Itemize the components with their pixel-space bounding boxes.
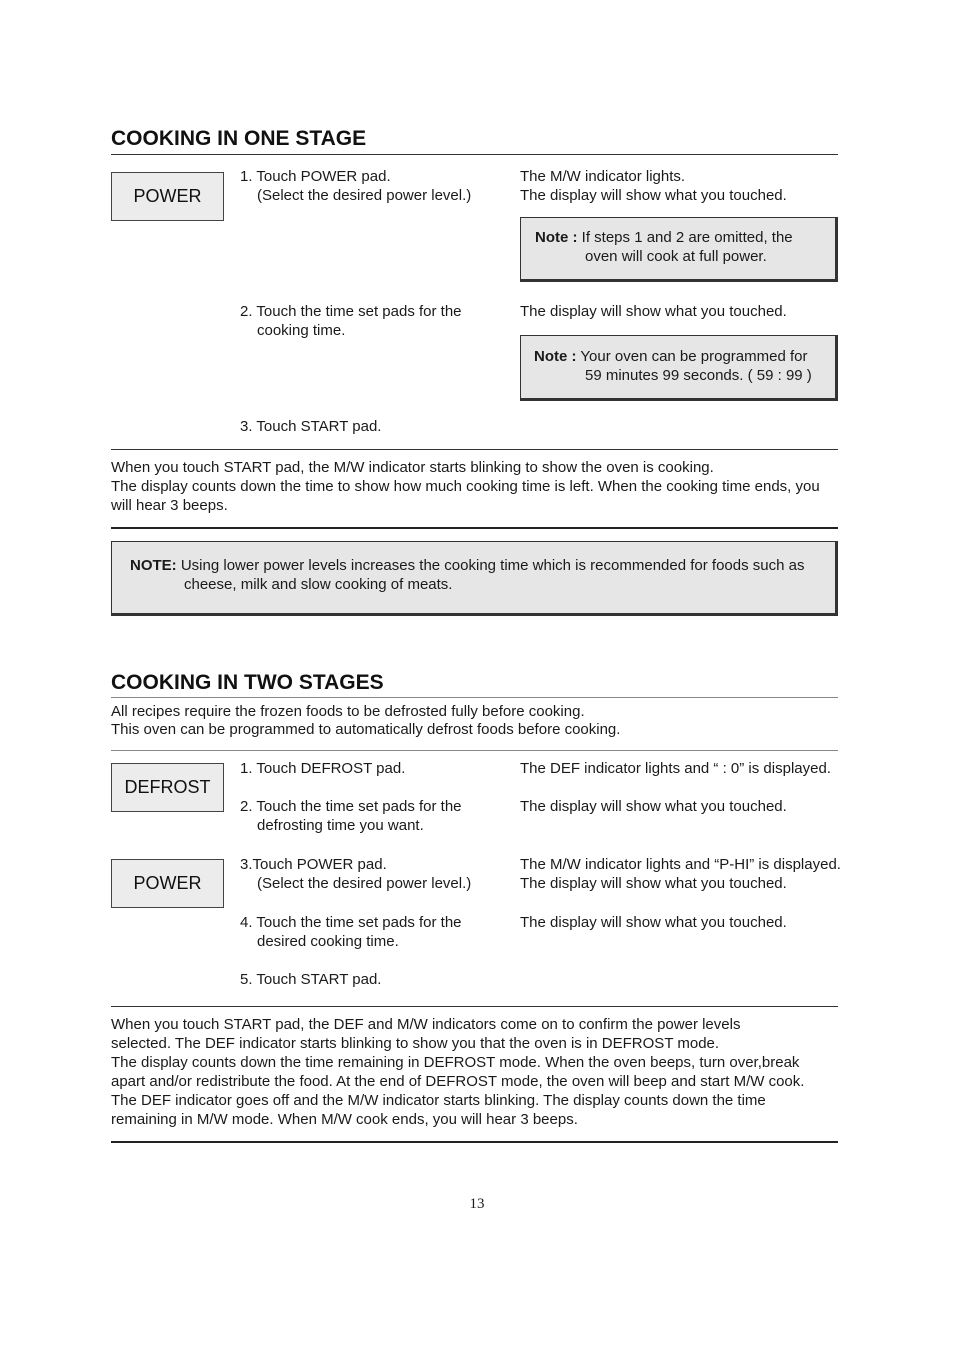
note-box-full-power: [520, 217, 838, 282]
result-2: The display will show what you touched.: [520, 798, 787, 815]
title-rule: [111, 697, 838, 698]
paragraph-text: When you touch START pad, the DEF and M/W indicators come on to confirm the power levels: [111, 1016, 741, 1033]
step-1: 1. Touch DEFROST pad.: [240, 760, 406, 777]
step-2: [240, 797, 510, 835]
section-title-one-stage: COOKING IN ONE STAGE: [111, 127, 367, 150]
pad-label: DEFROST: [124, 777, 211, 797]
note-text: 59 minutes 99 seconds. ( 59 : 99 ): [585, 367, 812, 384]
paragraph-text: The display counts down the time to show how much cooking time is left. When the cooking time ends, you: [111, 478, 820, 495]
result-2: The display will show what you touched.: [520, 303, 787, 320]
step-text: 1. Touch POWER pad.: [240, 168, 391, 185]
paragraph-text: selected. The DEF indicator starts blinking to show you that the oven is in DEFROST mode.: [111, 1035, 720, 1052]
intro-text: All recipes require the frozen foods to be defrosted fully before cooking.: [111, 703, 585, 720]
paragraph-text: The DEF indicator goes off and the M/W indicator starts blinking. The display counts down the time: [111, 1092, 766, 1109]
intro-two-stages: [111, 703, 838, 739]
note-text: If steps 1 and 2 are omitted, the: [581, 229, 793, 246]
result-3: [520, 855, 850, 893]
paragraph-text: will hear 3 beeps.: [111, 497, 228, 514]
divider-thick: [111, 527, 838, 529]
note-label: Note :: [535, 229, 578, 246]
result-1: The DEF indicator lights and “ : 0” is displayed.: [520, 760, 831, 777]
step-text: (Select the desired power level.): [257, 187, 472, 204]
result-text: The M/W indicator lights.: [520, 168, 686, 185]
result-4: The display will show what you touched.: [520, 914, 787, 931]
step-text: 3.Touch POWER pad.: [240, 856, 387, 873]
pad-label: POWER: [133, 873, 202, 893]
paragraph-text: When you touch START pad, the M/W indicator starts blinking to show the oven is cooking.: [111, 459, 714, 476]
result-1: [520, 167, 840, 205]
power-pad-icon: [111, 859, 224, 908]
step-1: [240, 167, 510, 205]
paragraph-text: remaining in M/W mode. When M/W cook ends, you will hear 3 beeps.: [111, 1111, 578, 1128]
step-text: cooking time.: [257, 322, 346, 339]
step-text: (Select the desired power level.): [257, 875, 472, 892]
power-pad-icon: [111, 172, 224, 221]
intro-text: This oven can be programmed to automatically defrost foods before cooking.: [111, 721, 621, 738]
pad-label: POWER: [133, 186, 202, 206]
note-box-max-time: [520, 335, 838, 401]
note-text: oven will cook at full power.: [585, 248, 767, 265]
note-box-lower-power: [111, 541, 838, 616]
note-text: cheese, milk and slow cooking of meats.: [184, 576, 453, 593]
step-3: 3. Touch START pad.: [240, 418, 382, 435]
result-text: The M/W indicator lights and “P-HI” is displayed.: [520, 856, 841, 873]
paragraph-text: The display counts down the time remaining in DEFROST mode. When the oven beeps, turn over,break: [111, 1054, 800, 1071]
step-text: defrosting time you want.: [257, 817, 424, 834]
step-text: 4. Touch the time set pads for the: [240, 914, 462, 931]
divider: [111, 750, 838, 751]
note-text: Your oven can be programmed for: [580, 348, 808, 365]
title-rule: [111, 154, 838, 155]
defrost-pad-icon: [111, 763, 224, 812]
note-text: Using lower power levels increases the cooking time which is recommended for foods such as: [180, 557, 805, 574]
step-2: [240, 302, 510, 340]
step-text: desired cooking time.: [257, 933, 399, 950]
step-text: 2. Touch the time set pads for the: [240, 798, 462, 815]
note-label: NOTE:: [130, 557, 177, 574]
divider: [111, 449, 838, 450]
divider-thick: [111, 1141, 838, 1143]
step-4: [240, 913, 510, 951]
paragraph-two-stages: [111, 1015, 838, 1129]
paragraph-text: apart and/or redistribute the food. At the end of DEFROST mode, the oven will beep and start M/W cook.: [111, 1073, 805, 1090]
note-label: Note :: [534, 348, 577, 365]
step-text: 2. Touch the time set pads for the: [240, 303, 462, 320]
result-text: The display will show what you touched.: [520, 187, 787, 204]
divider: [111, 1006, 838, 1007]
section-title-two-stages: COOKING IN TWO STAGES: [111, 671, 384, 694]
paragraph-one-stage: [111, 458, 838, 515]
step-5: 5. Touch START pad.: [240, 971, 382, 988]
page-number: 13: [469, 1196, 485, 1212]
result-text: The display will show what you touched.: [520, 875, 787, 892]
step-3: [240, 855, 510, 893]
